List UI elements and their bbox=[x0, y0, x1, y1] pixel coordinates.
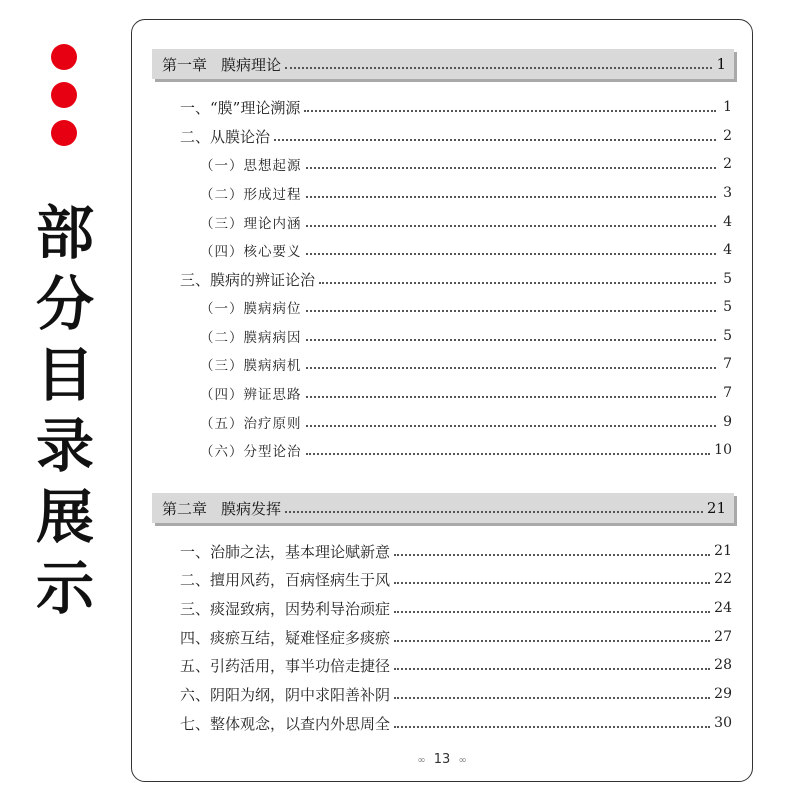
red-dot-icon bbox=[51, 82, 77, 108]
toc-entry-page: 21 bbox=[714, 543, 732, 559]
side-title-char: 展 bbox=[35, 483, 94, 551]
toc-entry-page: 7 bbox=[723, 356, 732, 372]
toc-entry bbox=[180, 268, 732, 290]
toc-entry bbox=[180, 540, 732, 562]
toc-entry bbox=[180, 654, 732, 676]
dot-leader bbox=[319, 282, 716, 284]
dot-leader bbox=[306, 367, 717, 369]
dot-leader bbox=[394, 726, 710, 728]
toc-entry-page: 1 bbox=[723, 99, 732, 115]
toc-subentry bbox=[200, 411, 732, 433]
dot-leader bbox=[274, 139, 716, 141]
dot-leader bbox=[285, 67, 712, 69]
toc-entry bbox=[180, 626, 732, 648]
page-footer bbox=[132, 752, 752, 767]
ornament-icon: ∞ bbox=[417, 755, 426, 766]
toc-entry-page: 4 bbox=[723, 214, 732, 230]
chapter-title: 膜病发挥 bbox=[221, 499, 282, 518]
toc-entry-title: 二、擅用风药，百病怪病生于风 bbox=[180, 570, 391, 589]
dot-leader bbox=[285, 511, 703, 513]
decorative-dots bbox=[47, 44, 81, 158]
toc-entry-page: 5 bbox=[723, 299, 732, 315]
toc-entry-title: （三）理论内涵 bbox=[200, 216, 302, 232]
ornament-icon: ∞ bbox=[458, 755, 467, 766]
toc-entry-title: 三、痰湿致病，因势利导治顽症 bbox=[180, 599, 391, 618]
chapter-label: 第二章 bbox=[162, 499, 208, 518]
dot-leader bbox=[306, 339, 717, 341]
chapter-title: 膜病理论 bbox=[221, 55, 282, 74]
dot-leader bbox=[394, 640, 710, 642]
toc-entry-title: （四）核心要义 bbox=[200, 244, 302, 260]
toc-entry-page: 28 bbox=[714, 657, 732, 673]
toc-subentry bbox=[200, 239, 732, 261]
toc-entry-title: （一）膜病病位 bbox=[200, 301, 302, 317]
toc-subentry bbox=[200, 439, 732, 461]
dot-leader bbox=[304, 110, 716, 112]
dot-leader bbox=[306, 425, 717, 427]
toc-entry-page: 29 bbox=[714, 686, 732, 702]
toc-entry-title: 七、整体观念，以查内外思周全 bbox=[180, 714, 391, 733]
page-number: 13 bbox=[433, 752, 451, 767]
toc-entry bbox=[180, 712, 732, 734]
toc-entry bbox=[180, 96, 732, 118]
chapter-page-number: 1 bbox=[716, 55, 726, 73]
dot-leader bbox=[394, 668, 710, 670]
side-title-char: 目 bbox=[35, 341, 94, 409]
toc-entry-page: 5 bbox=[723, 271, 732, 287]
toc-entry-page: 22 bbox=[714, 571, 732, 587]
toc-entry-title: 三、膜病的辨证论治 bbox=[180, 270, 316, 289]
toc-entry-title: 四、痰瘀互结，疑难怪症多痰瘀 bbox=[180, 628, 391, 647]
chapter-label: 第一章 bbox=[162, 55, 208, 74]
toc-entry-title: （三）膜病病机 bbox=[200, 358, 302, 374]
red-dot-icon bbox=[51, 44, 77, 70]
dot-leader bbox=[306, 453, 711, 455]
toc-entry-page: 24 bbox=[714, 600, 732, 616]
dot-leader bbox=[306, 310, 717, 312]
toc-entry-page: 2 bbox=[723, 156, 732, 172]
toc-entry-title: （一）思想起源 bbox=[200, 158, 302, 174]
side-title bbox=[30, 198, 100, 624]
toc-entry-title: 五、引药活用，事半功倍走捷径 bbox=[180, 656, 391, 675]
dot-leader bbox=[306, 225, 717, 227]
toc-entry-title: （二）膜病病因 bbox=[200, 330, 302, 346]
dot-leader bbox=[306, 396, 717, 398]
dot-leader bbox=[306, 196, 717, 198]
red-dot-icon bbox=[51, 120, 77, 146]
toc-entry-title: （六）分型论治 bbox=[200, 444, 302, 460]
side-title-char: 分 bbox=[35, 270, 94, 338]
toc-entry bbox=[180, 597, 732, 619]
toc-entry-title: （四）辨证思路 bbox=[200, 387, 302, 403]
side-title-char: 部 bbox=[35, 199, 94, 267]
chapter-heading bbox=[152, 493, 734, 523]
dot-leader bbox=[306, 167, 717, 169]
dot-leader bbox=[394, 554, 710, 556]
toc-entry-page: 2 bbox=[723, 128, 732, 144]
dot-leader bbox=[394, 611, 710, 613]
side-title-char: 录 bbox=[35, 412, 94, 480]
toc-entry-page: 9 bbox=[723, 414, 732, 430]
side-title-char: 示 bbox=[35, 554, 94, 622]
toc-entry-page: 4 bbox=[723, 242, 732, 258]
chapter-page-number: 21 bbox=[706, 499, 726, 517]
dot-leader bbox=[306, 253, 717, 255]
dot-leader bbox=[394, 582, 710, 584]
toc-entry bbox=[180, 568, 732, 590]
toc-entry-title: 一、“膜”理论溯源 bbox=[180, 98, 301, 117]
toc-subentry bbox=[200, 153, 732, 175]
dot-leader bbox=[394, 697, 710, 699]
toc-entry-page: 30 bbox=[714, 715, 732, 731]
toc-entry-title: 一、治肺之法，基本理论赋新意 bbox=[180, 542, 391, 561]
toc-entry-page: 10 bbox=[714, 442, 732, 458]
toc-entry bbox=[180, 125, 732, 147]
toc-entry-page: 7 bbox=[723, 385, 732, 401]
toc-subentry bbox=[200, 211, 732, 233]
toc-entry-page: 27 bbox=[714, 629, 732, 645]
toc-subentry bbox=[200, 182, 732, 204]
toc-entry-title: （二）形成过程 bbox=[200, 187, 302, 203]
toc-entry-page: 3 bbox=[723, 185, 732, 201]
toc-entry-title: 六、阴阳为纲，阴中求阳善补阴 bbox=[180, 685, 391, 704]
toc-subentry bbox=[200, 353, 732, 375]
toc-subentry bbox=[200, 325, 732, 347]
toc-entry-title: 二、从膜论治 bbox=[180, 127, 271, 146]
toc-subentry bbox=[200, 296, 732, 318]
toc-entry-page: 5 bbox=[723, 328, 732, 344]
toc-entry-title: （五）治疗原则 bbox=[200, 416, 302, 432]
toc-subentry bbox=[200, 382, 732, 404]
chapter-heading bbox=[152, 49, 734, 79]
toc-entry bbox=[180, 683, 732, 705]
toc-page bbox=[131, 19, 753, 782]
